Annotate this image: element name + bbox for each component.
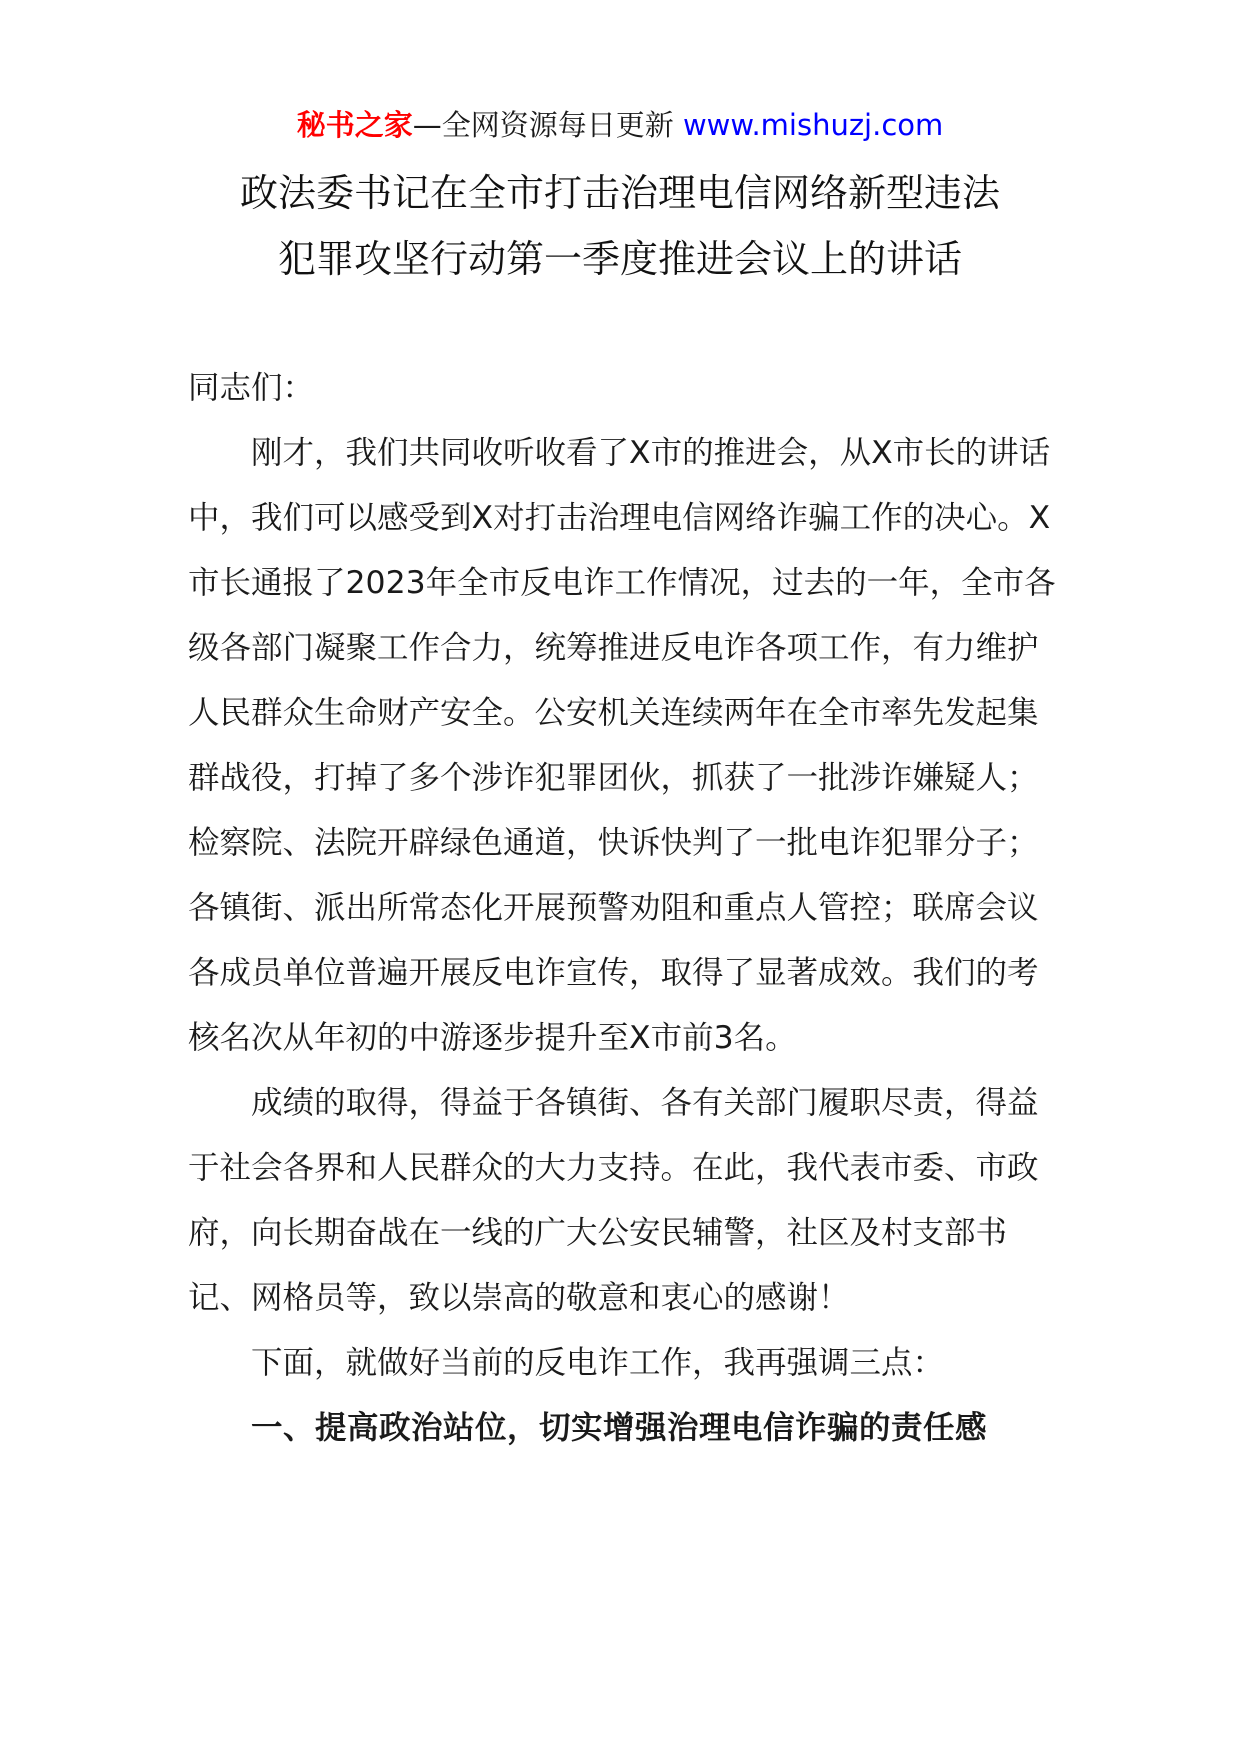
site-header <box>0 100 1240 150</box>
body-paragraph: 下面，就做好当前的反电诈工作，我再强调三点： <box>251 1345 945 1381</box>
site-tagline: —全网资源每日更新 <box>412 108 674 142</box>
section-heading: 一、提高政治站位，切实增强治理电信诈骗的责任感 <box>251 1410 988 1446</box>
document-title <box>150 160 1090 292</box>
document-body <box>188 356 1068 1461</box>
site-brand: 秘书之家 <box>296 108 413 142</box>
document-title-line-1: 政法委书记在全市打击治理电信网络新型违法 <box>239 171 1000 215</box>
document-title-line-2: 犯罪攻坚行动第一季度推进会议上的讲话 <box>277 237 962 281</box>
salutation: 同志们： <box>188 370 315 406</box>
site-url-link[interactable]: www.mishuzj.com <box>682 108 944 142</box>
body-paragraph: 成绩的取得，得益于各镇街、各有关部门履职尽责，得益于社会各界和人民群众的大力支持。在此，我代表市委、市政府，向长期奋战在一线的广大公安民辅警，社区及村支部书记、网格员等，致以崇高的敬意和衷心的感谢！ <box>188 1085 1039 1316</box>
body-paragraph: 刚才，我们共同收听收看了X市的推进会，从X市长的讲话中，我们可以感受到X对打击治理电信网络诈骗工作的决心。X市长通报了2023年全市反电诈工作情况，过去的一年，全市各级各部门凝聚工作合力，统筹推进反电诈各项工作，有力维护人民群众生命财产安全。公安机关连续两年在全市率先发起集群战役，打掉了多个涉诈犯罪团伙，抓获了一批涉诈嫌疑人；检察院、法院开辟绿色通道，快诉快判了一批电诈犯罪分子；各镇街、派出所常态化开展预警劝阻和重点人管控；联席会议各成员单位普遍开展反电诈宣传，取得了显著成效。我们的考核名次从年初的中游逐步提升至X市前3名。 <box>188 435 1056 1056</box>
